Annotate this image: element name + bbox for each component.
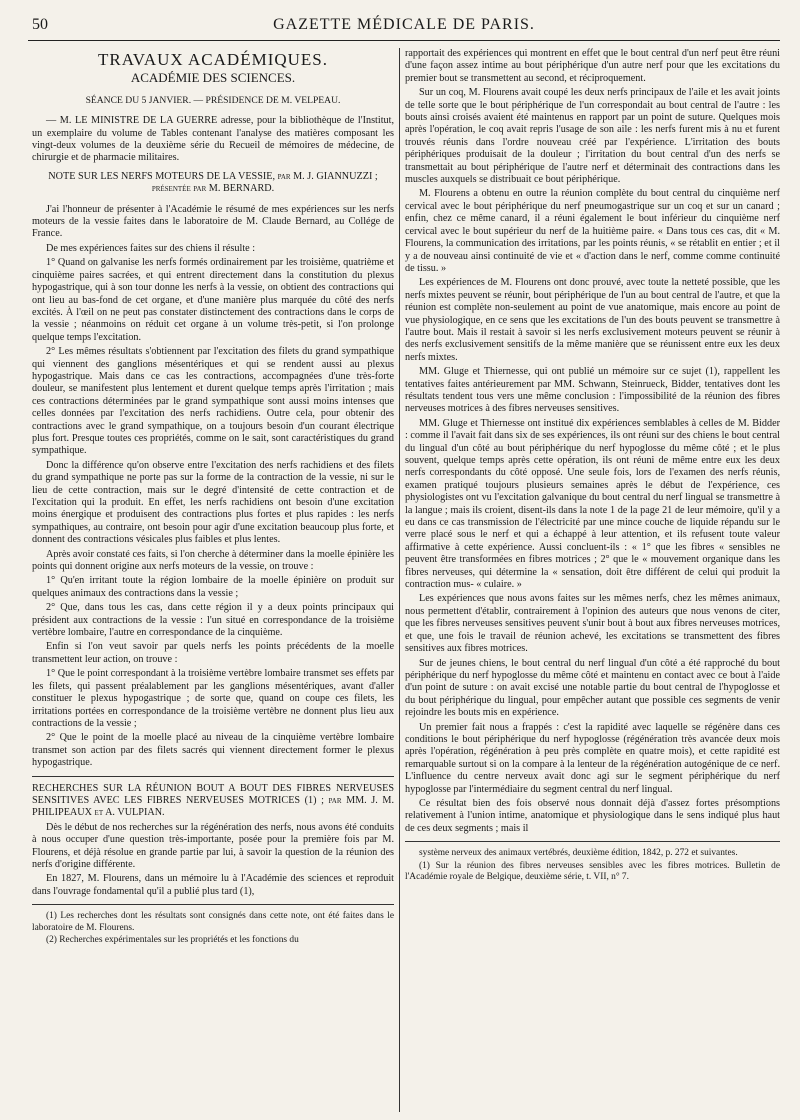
section-title: TRAVAUX ACADÉMIQUES. [97, 50, 328, 69]
paragraph: En 1827, M. Flourens, dans un mémoire lu à l'Académie des sciences et reproduit dans l'ouvrage fondamental qu'il a publié plus tard (1), [32, 873, 394, 897]
footnote: (1) Les recherches dont les résultats sont consignés dans cette note, ont été faites dans le laboratoire de M. Flourens. [32, 911, 394, 933]
paragraph: Sur un coq, M. Flourens avait coupé les deux nerfs principaux de l'aile et les avait joints de telle sorte que le bout périphérique de l'un correspondait au bout central de l'autre : les bouts ainsi croisés avaient été maintenus en rapport par un point de suture. Quelques mois après l'opération, le coq avait repris l'usage de son aile : les nerfs furent mis à nu et furent trouvés réunis dans l'ordre nouveau créé par l'expérience. L'irritation des bouts périphériques produisait de la douleur ; l'irritation du bout central d'un des nerfs se transmettait au bout périphérique de l'autre nerf et déterminait des contractions dans les muscles auxquels se distribuait ce bout périphérique. [405, 87, 780, 186]
right-column [405, 48, 780, 1110]
academy-heading: ACADÉMIE DES SCIENCES. [130, 70, 296, 86]
journal-title: GAZETTE MÉDICALE DE PARIS. [273, 16, 535, 33]
paragraph: Un premier fait nous a frappés : c'est la rapidité avec laquelle se régénère dans ces conditions le bout périphérique du nerf hypoglosse (régénération très avancée deux mois après l'opération, régénération à peu près complète en quatre mois), et cette rapidité est remarquable surtout si on la compare à la lenteur de la régénération autogénique de ce nerf. L'influence du centre nerveux avait donc agi sur le segment périphérique du nerf hypoglosse par l'intermédiaire du segment central du nerf lingual. [405, 721, 780, 795]
note2-heading: RECHERCHES SUR LA RÉUNION BOUT A BOUT DES FIBRES NERVEUSES SENSITIVES AVEC LES FIBRES NERVEUSES MOTRICES (1) ; par MM. J. M. PHILIPEAUX et A. VULPIAN. [32, 782, 394, 819]
paragraph: rapportait des expériences qui montrent en effet que le bout central d'un nerf peut être réuni d'une façon assez intime au bout périphérique d'un autre nerf pour que les excitations du premier bout se transmettent au second, et réciproquement. [405, 48, 780, 84]
paragraph: 1° Qu'en irritant toute la région lombaire de la moelle épinière on produit sur quelques animaux des contractions dans la vessie ; [32, 575, 394, 599]
paragraph: 2° Que, dans tous les cas, dans cette région il y a deux points principaux qui président aux contractions de la vessie : l'un situé en correspondance de la troisième vertèbre lombaire, l'autre en correspondance de la cinquième. [32, 602, 394, 639]
footnote-separator [405, 841, 780, 842]
paragraph: M. Flourens a obtenu en outre la réunion complète du bout central du cinquième nerf cervical avec le bout périphérique du nerf pneumogastrique sur un coq et sur un canard ; enfin, chez ce même canard, il a réuni également le bout inférieur du cinquième nerf cervical avec le bout supérieur du nerf de la huitième paire. « Dans tous ces cas, dit « M. Flourens, la communication des irritations, par les points réunis, « se rétablit en entier ; et il y a de nouveau ainsi continuité de vie et « d'action dans le nerf, comme comme continuité de tissu. » [405, 188, 780, 274]
footnote: (1) Sur la réunion des fibres nerveuses sensibles avec les fibres motrices. Bulletin de l'Académie royale de Belgique, deuxième série, t. VII, n° 7. [405, 860, 780, 883]
paragraph: Après avoir constaté ces faits, si l'on cherche à déterminer dans la moelle épinière les points qui donnent origine aux nerfs moteurs de la vessie, on trouve : [32, 548, 394, 573]
paragraph: Enfin si l'on veut savoir par quels nerfs les points précédents de la moelle transmettent leur action, on trouve : [32, 641, 394, 665]
column-rule [399, 48, 400, 1112]
note-heading: NOTE SUR LES NERFS MOTEURS DE LA VESSIE, par M. J. GIANNUZZI ; présentée par M. BERNARD. [48, 170, 378, 195]
paragraph: Ce résultat bien des fois observé nous donnait déjà d'assez fortes présomptions relativement à l'union intime, anatomique et physiologique dans le sens indiqué plus haut de ces deux segments ; mais il [405, 797, 780, 834]
paragraph: 2° Que le point de la moelle placé au niveau de la cinquième vertèbre lombaire transmet son action par des filets sacrés qui viennent directement former le plexus hypogastrique. [32, 732, 394, 769]
paragraph: MM. Gluge et Thiernesse ont institué dix expériences semblables à celles de M. Bidder : comme il l'avait fait dans six de ses expériences, ils ont réuni sur des chiens le bout central du lingual d'un côté au bout périphérique du nerf hypoglosse du même côté ; et le plus souvent, quelque temps après cette opération, ils ont réuni de même entre eux les deux nerfs correspondants du côté opposé. Une seule fois, lors de l'examen des nerfs réunis, examen pratiqué toujours plusieurs semaines après le début de l'expérience, ces physiologistes ont vu l'excitation galvanique du bout central du nerf lingual se transmettre à la langue ; mais ils croient, disent-ils dans la note 1 de la page 21 de leur mémoire, qu'il y a eu dans ce cas transmission de l'électricité par une mince couche de liquide répandu sur le verre placé sous le nerf et qui a échappé à leur attention, et ils refusent toute valeur affirmative à cette expérience. Aussi concluent-ils : « 1° que les fibres « sensibles ne peuvent être transformées en fibres motrices ; 2° que le « mouvement organique dans les fibres nerveuses, qui détermine la « sensation, doit être différent de celui qui produit la contraction mus- « culaire. » [405, 417, 780, 591]
page-number: 50 [32, 16, 48, 33]
paragraph: Les expériences que nous avons faites sur les mêmes nerfs, chez les mêmes animaux, nous permettent d'établir, contrairement à l'opinion des auteurs que nous venons de citer, que les fibres nerveuses sensitives peuvent s'unir bout à bout aux fibres nerveuses motrices, et que, une fois le travail de réunion achevé, les excitations se transmettent des fibres sensitives aux fibres motrices. [405, 593, 780, 655]
left-footnotes [32, 911, 394, 947]
paragraph: Donc la différence qu'on observe entre l'excitation des nerfs rachidiens et des filets du grand sympathique ne porte pas sur la forme de la contraction de la vessie, ni sur le lieu de cette contraction, mais sur le degré d'intensité de cette contraction et de l'excitation qui la produit. En effet, les nerfs rachidiens ont besoin d'une excitation moins énergique et produisent des contractions plus fortes et plus rapides : les nerfs sympathiques, au contraire, ont besoin pour agir d'une excitation beaucoup plus forte, et donnent des contractions vésicales plus faibles et plus lentes. [32, 459, 394, 546]
footnote-separator [32, 904, 394, 905]
paragraph: Dès le début de nos recherches sur la régénération des nerfs, nous avons été conduits à nous occuper d'une question très-importante, posée pour la première fois par M. Flourens, et déjà résolue en grande partie par lui, à savoir la question de la réunion des nerfs d'origine différente. [32, 821, 394, 870]
page-header [28, 14, 780, 41]
paragraph: MM. Gluge et Thiernesse, qui ont publié un mémoire sur ce sujet (1), rappellent les tentatives faites antérieurement par MM. Schwann, Steinrueck, Bidder, tentatives dont les résultats tendent tous vers une même conclusion : l'impossibilité de la réunion des fibres nerveuses motrices à des fibres nerveuses sensitives. [405, 366, 780, 415]
seance-heading: SÉANCE DU 5 JANVIER. — PRÉSIDENCE DE M. VELPEAU. [85, 94, 341, 106]
paragraph: Les expériences de M. Flourens ont donc prouvé, avec toute la netteté possible, que les nerfs mixtes peuvent se réunir, bout périphérique de l'un au bout central de l'autre, et que la réunion est complète non-seulement au point de vue anatomique, mais encore au point de vue physiologique, en ce sens que les excitations de l'un des bouts peuvent se transmettre à l'autre bout. Mais il restait à savoir si les nerfs exclusivement moteurs peuvent se réunir à des nerfs exclusivement sensitifs de la même manière que se réunissent entre eux les deux nerfs mixtes. [405, 277, 780, 363]
footnote: système nerveux des animaux vertébrés, deuxième édition, 1842, p. 272 et suivantes. [419, 848, 738, 859]
paragraph: J'ai l'honneur de présenter à l'Académie le résumé de mes expériences sur les nerfs moteurs de la vessie faites dans le laboratoire de M. Claude Bernard, au Collége de France. [32, 203, 394, 240]
minister-paragraph: — M. LE MINISTRE DE LA GUERRE adresse, pour la bibliothèque de l'Institut, un exemplaire du volume de Tables contenant l'analyse des matières composant les vingt-deux volumes de la deuxième série du Recueil de mémoires de médecine, de chirurgie et de pharmacie militaires. [32, 115, 394, 164]
paragraph: De mes expériences faites sur des chiens il résulte : [46, 242, 256, 254]
paragraph: 1° Quand on galvanise les nerfs formés ordinairement par les troisième, quatrième et cinquième paires sacrées, et qui entrent directement dans la constitution du plexus hypogastrique, qui à son tour donne les nerfs à la vessie, on obtient des contractions qui ont lieu au bas-fond de cet organe, et d'une manière plus marquée du côté des nerfs excités. À l'œil on ne peut pas constater distinctement des contractions dans le corps de la vessie ; néanmoins on réduit cet organe à un volume très-petit, si l'on prolonge quelque temps l'excitation. [32, 257, 394, 343]
footnote: (2) Recherches expérimentales sur les propriétés et les fonctions du [46, 935, 299, 946]
paragraph: Sur de jeunes chiens, le bout central du nerf lingual d'un côté a été rapproché du bout périphérique du nerf hypoglosse du même côté et maintenu en contact avec ce bout à l'aide d'un point de suture : on avait excisé une notable partie du bout central de l'hypoglosse et du bout périphérique du lingual, pour empêcher autant que possible ces segments de venir rejoindre les bouts mis en expérience. [405, 657, 780, 719]
left-column [32, 48, 394, 1110]
right-footnotes [405, 848, 780, 884]
paragraph: 2° Les mêmes résultats s'obtiennent par l'excitation des filets du grand sympathique qui viennent des ganglions mésentériques et qui se rendent aussi au plexus hypogastrique. Mais dans ce cas les contractions, accompagnées d'une très-forte douleur, se manifestent plus lentement et durent quelque temps après l'irritation ; mais ces contractions déterminées par le grand sympathique sont aussi moins intenses que celles données par l'excitation des nerfs rachidiens. Outre cela, pour obtenir des contractions avec le grand sympathique, on a toujours besoin d'un courant électrique plus fort. Presque toutes ces propriétés, comme on le sait, sont caractéristiques du grand sympathique. [32, 346, 394, 457]
separator [32, 776, 394, 777]
paragraph: 1° Que le point correspondant à la troisième vertèbre lombaire transmet ses effets par les filets, qui passent préalablement par les ganglions mésentériques, avant d'aller constituer le plexus hypogastrique ; de sorte que, quand on coupe ces filets, les irritations portées en correspondance de la troisième vertèbre ne donnent plus lieu aux contractions de la vessie ; [32, 668, 394, 729]
